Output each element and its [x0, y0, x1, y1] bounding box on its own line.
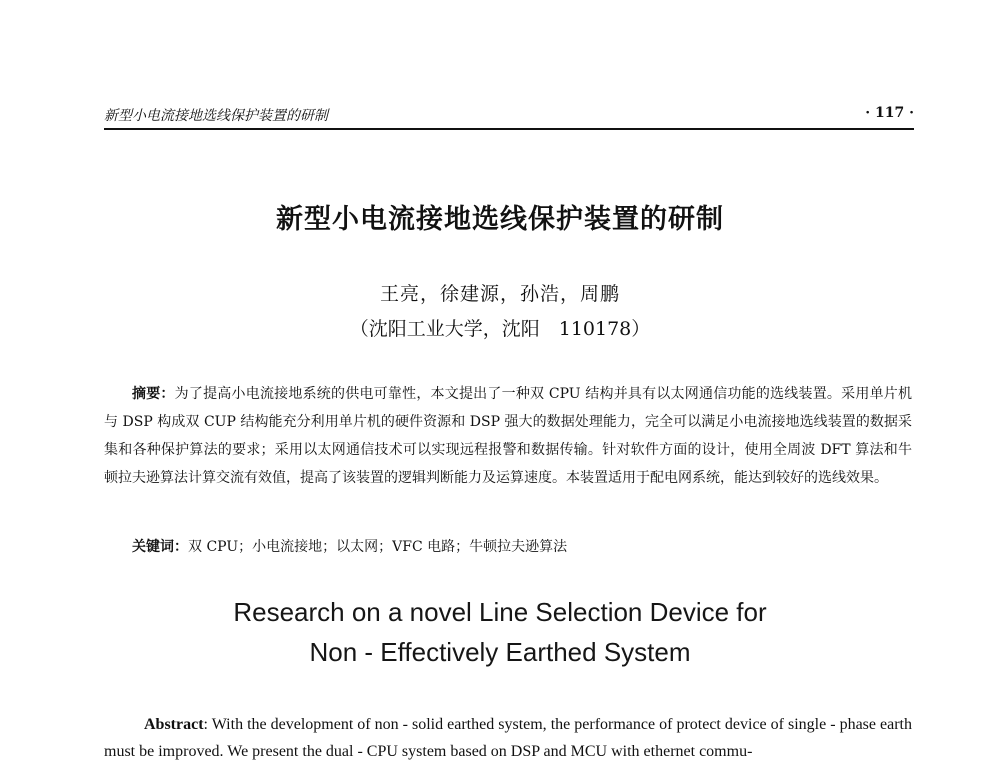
chinese-abstract [104, 380, 912, 492]
english-abstract-text: : With the development of non - solid earthed system, the performance of protect device of single - phase earth must be improved. We present the dual - CPU system based on DSP and MCU with ethernet commu- [104, 716, 912, 760]
running-title: 新型小电流接地选线保护装置的研制 [104, 108, 328, 124]
chinese-authors: 王亮，徐建源，孙浩，周鹏 [379, 283, 620, 305]
chinese-keywords-text: 双 CPU；小电流接地；以太网；VFC 电路；牛顿拉夫逊算法 [188, 539, 568, 555]
chinese-abstract-text: 为了提高小电流接地系统的供电可靠性，本文提出了一种双 CPU 结构并具有以太网通信功能的选线装置。采用单片机与 DSP 构成双 CUP 结构能充分利用单片机的硬件资源和 DSP 强大的数据处理能力，完全可以满足小电流接地选线装置的数据采集和各种保护算法的要求；采用以太网通信技术可以实现远程报警和数据传输。针对软件方面的设计，使用全周波 DFT 算法和牛顿拉夫逊算法计算交流有效值，提高了该装置的逻辑判断能力及运算速度。本装置适用于配电网系统，能达到较好的选线效果。 [104, 386, 912, 486]
running-header [104, 104, 914, 130]
english-title-line-2: Non - Effectively Earthed System [309, 637, 691, 667]
chinese-affiliation: （沈阳工业大学，沈阳 110178） [349, 318, 651, 340]
english-abstract [104, 711, 912, 765]
chinese-title: 新型小电流接地选线保护装置的研制 [276, 204, 724, 235]
chinese-keywords-label: 关键词： [132, 539, 188, 555]
english-abstract-label: Abstract [144, 716, 204, 733]
english-title-line-1: Research on a novel Line Selection Device for [233, 597, 767, 627]
english-title [0, 592, 1000, 672]
chinese-abstract-label: 摘要： [132, 386, 175, 402]
page-number: · 117 · [865, 105, 914, 121]
chinese-keywords [132, 536, 912, 558]
